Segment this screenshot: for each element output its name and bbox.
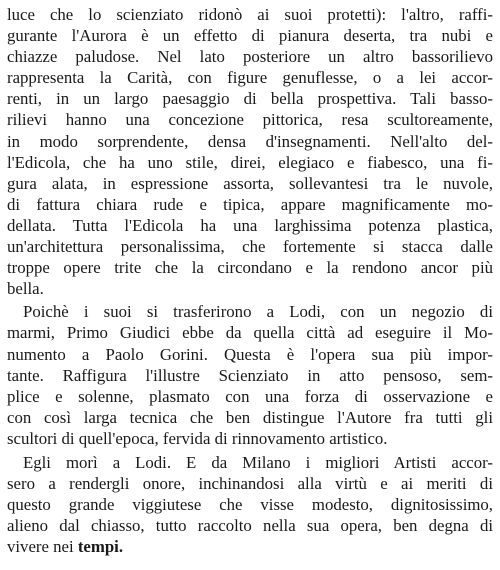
text-line: gura alata, in espressione assorta, sollevantesi tra le nuvole, xyxy=(7,173,493,193)
final-line-bold-word: tempi. xyxy=(77,537,124,557)
text-line: rilievi hanno una concezione pittorica, resa scultoreamente, xyxy=(7,110,493,130)
text-line: bella. xyxy=(7,279,44,299)
paragraph-edicola xyxy=(7,4,493,299)
text-line: scultori di quell'epoca, fervida di rinnovamento artistico. xyxy=(7,428,388,448)
text-line: chiazze paludose. Nel lato posteriore un altro bassorilievo xyxy=(7,47,493,67)
text-line: rappresenta la Carità, con figure genuflesse, o a lei accor- xyxy=(7,68,493,88)
text-line: questo grande viggiutese che visse modesto, dignitosissimo, xyxy=(7,495,493,515)
text-line: un'architettura personalissima, che fortemente si stacca dalle xyxy=(7,237,493,257)
text-line-final xyxy=(7,536,493,557)
text-line: tante. Raffigura l'illustre Scienziato in atto pensoso, sem- xyxy=(7,365,493,385)
text-line: dellata. Tutta l'Edicola ha una larghissima potenza plastica, xyxy=(7,215,493,235)
text-line: numento a Paolo Gorini. Questa è l'opera sua più impor- xyxy=(7,344,493,364)
text-line: sero a rendergli onore, inchinandosi alla virtù e ai meriti di xyxy=(7,474,493,494)
text-line: Egli morì a Lodi. E da Milano i migliori Artisti accor- xyxy=(23,452,493,472)
text-line: con così larga tecnica che ben distingue l'Autore fra tutti gli xyxy=(7,407,493,427)
text-line: alieno dal chiasso, tutto raccolto nella sua opera, ben degna di xyxy=(7,516,493,536)
text-line: renti, in un largo paesaggio di bella prospettiva. Tali basso- xyxy=(7,89,493,109)
paragraph-monumento xyxy=(7,301,493,449)
text-line: marmi, Primo Giudici ebbe da quella città ad eseguire il Mo- xyxy=(7,323,493,343)
text-line: di fattura chiara rude e tipica, appare magnificamente mo- xyxy=(7,194,493,214)
final-line-prefix: vivere nei xyxy=(7,537,78,557)
text-line: gurante l'Aurora è un effetto di pianura deserta, tra nubi e xyxy=(7,26,493,46)
document-page xyxy=(7,4,493,557)
text-line: in modo sorprendente, densa d'insegnamenti. Nell'alto del- xyxy=(7,131,493,151)
text-line: l'Edicola, che ha uno stile, direi, elegiaco e fiabesco, una fi- xyxy=(7,152,493,172)
text-line: plice e solenne, plasmato con una forza di osservazione e xyxy=(7,386,493,406)
paragraph-morte xyxy=(7,452,493,557)
text-line: troppe opere trite che la circondano e la rendono ancor più xyxy=(7,258,493,278)
text-line: Poichè i suoi si trasferirono a Lodi, con un negozio di xyxy=(23,302,493,322)
text-line: luce che lo scienziato ridonò ai suoi protetti): l'altro, raffi- xyxy=(7,5,493,24)
